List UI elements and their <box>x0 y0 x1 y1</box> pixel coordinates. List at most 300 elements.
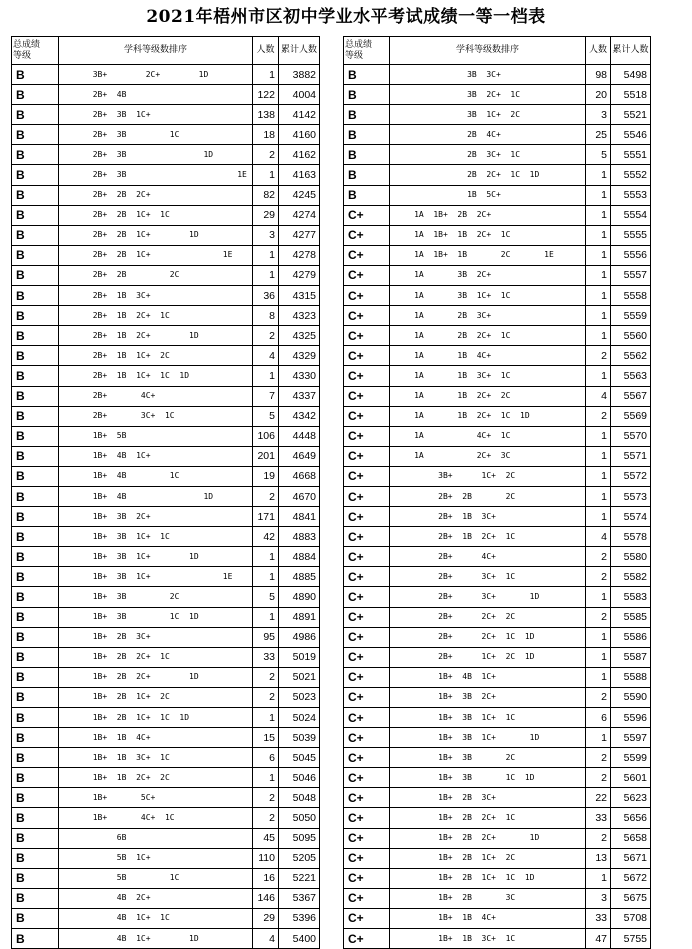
cell-count: 1 <box>586 647 611 667</box>
cell-count: 2 <box>586 567 611 587</box>
table-row <box>12 165 320 185</box>
cell-cumulative: 5046 <box>279 768 320 788</box>
cell-cumulative: 5599 <box>611 748 651 768</box>
cell-grade: B <box>344 145 390 165</box>
cell-count: 5 <box>253 406 279 426</box>
cell-cumulative: 5045 <box>279 748 320 768</box>
table-row <box>12 346 320 366</box>
cell-count: 5 <box>586 145 611 165</box>
cell-count: 25 <box>586 125 611 145</box>
cell-cumulative: 4884 <box>279 547 320 567</box>
table-row <box>12 667 320 687</box>
cell-count: 42 <box>253 527 279 547</box>
table-row <box>344 145 651 165</box>
cell-cumulative: 5553 <box>611 185 651 205</box>
table-row <box>344 808 651 828</box>
cell-grade: B <box>12 627 59 647</box>
cell-grade: C+ <box>344 908 390 928</box>
cell-sequence: 1B+ 3B 1C 1D <box>59 607 253 627</box>
cell-sequence: 2B+ 3C+ 1C <box>59 406 253 426</box>
cell-sequence: 4B 1C+ 1C <box>59 908 253 928</box>
table-row <box>344 868 651 888</box>
cell-sequence: 6B <box>59 828 253 848</box>
cell-count: 171 <box>253 507 279 527</box>
cell-grade: C+ <box>344 386 390 406</box>
cell-count: 1 <box>586 326 611 346</box>
cell-cumulative: 4142 <box>279 105 320 125</box>
cell-count: 4 <box>586 386 611 406</box>
cell-cumulative: 5554 <box>611 205 651 225</box>
table-row <box>344 908 651 928</box>
cell-cumulative: 4330 <box>279 366 320 386</box>
cell-sequence: 1B+ 4B 1C <box>59 466 253 486</box>
cell-sequence: 1A 1B 3C+ 1C <box>390 366 586 386</box>
cell-grade: C+ <box>344 587 390 607</box>
cell-sequence: 2B+ 4C+ <box>390 547 586 567</box>
cell-count: 3 <box>586 105 611 125</box>
table-row <box>12 587 320 607</box>
cell-count: 1 <box>253 265 279 285</box>
cell-count: 2 <box>253 808 279 828</box>
header-sequence: 学科等级数排序 <box>390 37 586 65</box>
cell-sequence: 1A 3B 1C+ 1C <box>390 286 586 306</box>
cell-sequence: 1A 1B+ 1B 2C+ 1C <box>390 225 586 245</box>
cell-cumulative: 5498 <box>611 65 651 85</box>
cell-count: 1 <box>253 567 279 587</box>
table-header-row <box>344 37 651 65</box>
cell-grade: C+ <box>344 306 390 326</box>
cell-grade: B <box>12 286 59 306</box>
cell-cumulative: 5552 <box>611 165 651 185</box>
cell-grade: B <box>12 788 59 808</box>
cell-count: 2 <box>586 547 611 567</box>
table-row <box>12 708 320 728</box>
cell-count: 1 <box>253 768 279 788</box>
table-row <box>12 647 320 667</box>
cell-count: 1 <box>586 265 611 285</box>
table-row <box>344 225 651 245</box>
cell-grade: C+ <box>344 507 390 527</box>
cell-sequence: 1B+ 3B 2C+ <box>390 687 586 707</box>
cell-cumulative: 5755 <box>611 929 651 949</box>
cell-cumulative: 5569 <box>611 406 651 426</box>
cell-sequence: 3B+ 1C+ 2C <box>390 466 586 486</box>
cell-grade: C+ <box>344 527 390 547</box>
cell-grade: B <box>12 687 59 707</box>
table-row <box>12 828 320 848</box>
table-row <box>12 788 320 808</box>
cell-grade: B <box>12 587 59 607</box>
cell-grade: C+ <box>344 828 390 848</box>
header-total-grade <box>344 37 390 65</box>
cell-count: 19 <box>253 466 279 486</box>
cell-grade: C+ <box>344 788 390 808</box>
cell-count: 1 <box>586 486 611 506</box>
table-row <box>344 567 651 587</box>
cell-sequence: 1B+ 2B 3C <box>390 888 586 908</box>
table-row <box>12 527 320 547</box>
cell-cumulative: 4342 <box>279 406 320 426</box>
table-body-right <box>344 65 651 949</box>
table-row <box>344 205 651 225</box>
cell-cumulative: 3882 <box>279 65 320 85</box>
cell-count: 1 <box>586 225 611 245</box>
cell-count: 1 <box>253 65 279 85</box>
cell-grade: B <box>12 888 59 908</box>
cell-cumulative: 5585 <box>611 607 651 627</box>
cell-sequence: 2B+ 4B <box>59 85 253 105</box>
cell-grade: C+ <box>344 627 390 647</box>
cell-count: 1 <box>586 728 611 748</box>
cell-cumulative: 5601 <box>611 768 651 788</box>
cell-sequence: 2B+ 2C+ 1C 1D <box>390 627 586 647</box>
cell-grade: B <box>12 165 59 185</box>
cell-count: 33 <box>586 808 611 828</box>
cell-sequence: 1B+ 2B 2C+ 1D <box>59 667 253 687</box>
table-row <box>344 687 651 707</box>
cell-cumulative: 4325 <box>279 326 320 346</box>
cell-grade: C+ <box>344 326 390 346</box>
cell-count: 33 <box>586 908 611 928</box>
cell-cumulative: 5623 <box>611 788 651 808</box>
cell-sequence: 2B+ 1B 2C+ 1D <box>59 326 253 346</box>
cell-count: 2 <box>586 607 611 627</box>
table-row <box>344 627 651 647</box>
cell-sequence: 1B+ 3B 1C+ 1E <box>59 567 253 587</box>
cell-count: 2 <box>586 748 611 768</box>
cell-count: 8 <box>253 306 279 326</box>
table-row <box>344 507 651 527</box>
cell-grade: C+ <box>344 486 390 506</box>
cell-cumulative: 4883 <box>279 527 320 547</box>
cell-grade: B <box>12 386 59 406</box>
cell-grade: B <box>12 808 59 828</box>
cell-sequence: 2B+ 3B 1C+ <box>59 105 253 125</box>
cell-cumulative: 5562 <box>611 346 651 366</box>
table-row <box>12 85 320 105</box>
table-row <box>12 65 320 85</box>
cell-grade: C+ <box>344 567 390 587</box>
cell-count: 13 <box>586 848 611 868</box>
cell-sequence: 3B+ 2C+ 1D <box>59 65 253 85</box>
cell-count: 4 <box>253 929 279 949</box>
cell-grade: B <box>12 929 59 949</box>
cell-grade: C+ <box>344 687 390 707</box>
header-cumulative: 累计人数 <box>279 37 320 65</box>
cell-count: 2 <box>586 346 611 366</box>
cell-cumulative: 4274 <box>279 205 320 225</box>
cell-grade: B <box>12 406 59 426</box>
cell-cumulative: 4885 <box>279 567 320 587</box>
table-row <box>12 225 320 245</box>
cell-sequence: 2B+ 1B 3C+ <box>390 507 586 527</box>
cell-count: 106 <box>253 426 279 446</box>
cell-sequence: 1B+ 3B 1C+ 1C <box>59 527 253 547</box>
table-row <box>12 265 320 285</box>
cell-cumulative: 5560 <box>611 326 651 346</box>
cell-sequence: 1B+ 3B 1C+ 1D <box>59 547 253 567</box>
cell-count: 2 <box>253 145 279 165</box>
cell-grade: B <box>344 125 390 145</box>
table-row <box>344 728 651 748</box>
table-row <box>12 687 320 707</box>
cell-sequence: 1A 2C+ 3C <box>390 446 586 466</box>
cell-sequence: 2B+ 3C+ 1D <box>390 587 586 607</box>
table-row <box>12 466 320 486</box>
cell-count: 2 <box>586 687 611 707</box>
table-row <box>344 245 651 265</box>
cell-grade: C+ <box>344 366 390 386</box>
grade-table-left <box>11 36 320 949</box>
cell-count: 1 <box>586 627 611 647</box>
table-row <box>344 65 651 85</box>
cell-sequence: 1A 1B+ 1B 2C 1E <box>390 245 586 265</box>
cell-sequence: 2B+ 2B 1C+ 1D <box>59 225 253 245</box>
cell-cumulative: 4277 <box>279 225 320 245</box>
table-row <box>12 326 320 346</box>
cell-sequence: 1B+ 2B 2C+ 1C <box>59 647 253 667</box>
cell-cumulative: 5658 <box>611 828 651 848</box>
cell-grade: B <box>12 185 59 205</box>
cell-sequence: 2B+ 2C+ 2C <box>390 607 586 627</box>
cell-cumulative: 5572 <box>611 466 651 486</box>
cell-grade: B <box>12 868 59 888</box>
grade-table-right <box>343 36 651 949</box>
cell-cumulative: 5050 <box>279 808 320 828</box>
cell-sequence: 1B+ 2B 1C+ 1C 1D <box>390 868 586 888</box>
cell-grade: B <box>12 346 59 366</box>
table-row <box>12 547 320 567</box>
table-row <box>12 507 320 527</box>
table-row <box>12 748 320 768</box>
cell-grade: B <box>12 65 59 85</box>
table-row <box>12 205 320 225</box>
cell-grade: B <box>12 326 59 346</box>
cell-count: 22 <box>586 788 611 808</box>
cell-grade: B <box>12 205 59 225</box>
cell-sequence: 2B+ 1B 2C+ 1C <box>59 306 253 326</box>
cell-grade: B <box>12 105 59 125</box>
cell-grade: C+ <box>344 205 390 225</box>
cell-grade: B <box>12 145 59 165</box>
cell-count: 36 <box>253 286 279 306</box>
cell-grade: C+ <box>344 446 390 466</box>
cell-cumulative: 5546 <box>611 125 651 145</box>
cell-count: 1 <box>253 708 279 728</box>
cell-cumulative: 5521 <box>611 105 651 125</box>
cell-grade: B <box>12 486 59 506</box>
cell-count: 98 <box>586 65 611 85</box>
cell-cumulative: 5023 <box>279 687 320 707</box>
cell-grade: C+ <box>344 225 390 245</box>
cell-count: 5 <box>253 587 279 607</box>
cell-cumulative: 5518 <box>611 85 651 105</box>
cell-count: 1 <box>586 306 611 326</box>
table-row <box>12 607 320 627</box>
cell-sequence: 1B+ 2B 2C+ 1C <box>390 808 586 828</box>
table-row <box>12 386 320 406</box>
cell-sequence: 1B+ 1B 3C+ 1C <box>59 748 253 768</box>
cell-sequence: 1B+ 3B 1C+ 1C <box>390 708 586 728</box>
cell-count: 2 <box>253 667 279 687</box>
cell-cumulative: 4986 <box>279 627 320 647</box>
cell-count: 1 <box>253 607 279 627</box>
cell-count: 201 <box>253 446 279 466</box>
header-total-grade-line1: 总成绩 <box>345 39 373 50</box>
cell-cumulative: 4315 <box>279 286 320 306</box>
cell-sequence: 2B 3C+ 1C <box>390 145 586 165</box>
cell-cumulative: 5708 <box>611 908 651 928</box>
cell-cumulative: 4004 <box>279 85 320 105</box>
cell-cumulative: 5563 <box>611 366 651 386</box>
cell-cumulative: 4448 <box>279 426 320 446</box>
cell-grade: C+ <box>344 466 390 486</box>
table-row <box>344 466 651 486</box>
table-row <box>344 547 651 567</box>
table-row <box>344 708 651 728</box>
cell-count: 2 <box>586 768 611 788</box>
cell-sequence: 1A 2B 3C+ <box>390 306 586 326</box>
cell-grade: B <box>12 466 59 486</box>
cell-count: 110 <box>253 848 279 868</box>
table-row <box>12 125 320 145</box>
table-row <box>12 567 320 587</box>
table-row <box>344 306 651 326</box>
cell-cumulative: 4337 <box>279 386 320 406</box>
cell-sequence: 4B 1C+ 1D <box>59 929 253 949</box>
cell-cumulative: 4163 <box>279 165 320 185</box>
cell-grade: C+ <box>344 888 390 908</box>
cell-count: 122 <box>253 85 279 105</box>
cell-grade: B <box>12 547 59 567</box>
cell-count: 1 <box>253 547 279 567</box>
cell-cumulative: 5021 <box>279 667 320 687</box>
cell-grade: C+ <box>344 265 390 285</box>
cell-cumulative: 5557 <box>611 265 651 285</box>
table-row <box>344 748 651 768</box>
cell-sequence: 1B+ 3B 2C+ <box>59 507 253 527</box>
cell-cumulative: 5675 <box>611 888 651 908</box>
cell-count: 16 <box>253 868 279 888</box>
cell-sequence: 2B+ 1B 1C+ 2C <box>59 346 253 366</box>
table-row <box>344 848 651 868</box>
table-row <box>12 306 320 326</box>
table-row <box>12 768 320 788</box>
cell-count: 1 <box>586 426 611 446</box>
cell-grade: C+ <box>344 808 390 828</box>
cell-count: 33 <box>253 647 279 667</box>
cell-sequence: 1A 1B 2C+ 2C <box>390 386 586 406</box>
cell-cumulative: 5583 <box>611 587 651 607</box>
cell-sequence: 2B+ 3B 1E <box>59 165 253 185</box>
cell-count: 82 <box>253 185 279 205</box>
cell-grade: B <box>12 667 59 687</box>
cell-sequence: 2B+ 1B 1C+ 1C 1D <box>59 366 253 386</box>
table-row <box>344 265 651 285</box>
cell-sequence: 1B+ 1B 2C+ 2C <box>59 768 253 788</box>
table-row <box>12 185 320 205</box>
cell-sequence: 1B+ 3B 1C+ 1D <box>390 728 586 748</box>
cell-count: 146 <box>253 888 279 908</box>
cell-grade: C+ <box>344 426 390 446</box>
header-total-grade-line2: 等级 <box>345 50 364 61</box>
cell-grade: B <box>12 306 59 326</box>
cell-sequence: 2B+ 1B 2C+ 1C <box>390 527 586 547</box>
cell-cumulative: 5580 <box>611 547 651 567</box>
table-body-left <box>12 65 320 949</box>
cell-sequence: 1B+ 5C+ <box>59 788 253 808</box>
cell-count: 20 <box>586 85 611 105</box>
cell-sequence: 2B+ 1C+ 2C 1D <box>390 647 586 667</box>
table-row <box>344 828 651 848</box>
cell-cumulative: 4668 <box>279 466 320 486</box>
cell-cumulative: 4160 <box>279 125 320 145</box>
table-row <box>344 587 651 607</box>
cell-sequence: 3B 3C+ <box>390 65 586 85</box>
cell-sequence: 1B+ 5B <box>59 426 253 446</box>
cell-grade: C+ <box>344 607 390 627</box>
cell-cumulative: 5573 <box>611 486 651 506</box>
cell-sequence: 2B+ 1B 3C+ <box>59 286 253 306</box>
table-row <box>344 346 651 366</box>
cell-sequence: 1B+ 4B 1D <box>59 486 253 506</box>
cell-cumulative: 5582 <box>611 567 651 587</box>
cell-cumulative: 4841 <box>279 507 320 527</box>
cell-sequence: 2B+ 4C+ <box>59 386 253 406</box>
cell-sequence: 5B 1C <box>59 868 253 888</box>
cell-sequence: 1B+ 2B 1C+ 2C <box>390 848 586 868</box>
cell-count: 138 <box>253 105 279 125</box>
cell-cumulative: 5586 <box>611 627 651 647</box>
cell-count: 1 <box>586 507 611 527</box>
table-row <box>12 808 320 828</box>
table-row <box>344 386 651 406</box>
cell-cumulative: 5578 <box>611 527 651 547</box>
cell-sequence: 1B+ 2B 3C+ <box>59 627 253 647</box>
table-row <box>344 788 651 808</box>
cell-grade: C+ <box>344 748 390 768</box>
table-row <box>12 245 320 265</box>
cell-cumulative: 5590 <box>611 687 651 707</box>
cell-count: 3 <box>586 888 611 908</box>
cell-cumulative: 5367 <box>279 888 320 908</box>
cell-grade: C+ <box>344 286 390 306</box>
header-total-grade-line2: 等级 <box>13 50 32 61</box>
cell-cumulative: 5400 <box>279 929 320 949</box>
cell-cumulative: 5672 <box>611 868 651 888</box>
table-row <box>12 868 320 888</box>
cell-sequence: 1B+ 4B 1C+ <box>390 667 586 687</box>
table-row <box>12 929 320 949</box>
cell-sequence: 1B+ 1B 4C+ <box>390 908 586 928</box>
cell-grade: B <box>12 527 59 547</box>
table-row <box>344 667 651 687</box>
cell-grade: B <box>344 185 390 205</box>
cell-count: 1 <box>586 446 611 466</box>
cell-count: 7 <box>253 386 279 406</box>
cell-cumulative: 5048 <box>279 788 320 808</box>
cell-grade: B <box>12 848 59 868</box>
cell-cumulative: 4890 <box>279 587 320 607</box>
cell-cumulative: 5205 <box>279 848 320 868</box>
cell-cumulative: 5095 <box>279 828 320 848</box>
cell-sequence: 1A 1B+ 2B 2C+ <box>390 205 586 225</box>
header-total-grade-line1: 总成绩 <box>13 39 41 50</box>
cell-grade: B <box>12 728 59 748</box>
cell-grade: C+ <box>344 667 390 687</box>
cell-cumulative: 4278 <box>279 245 320 265</box>
cell-count: 1 <box>253 245 279 265</box>
